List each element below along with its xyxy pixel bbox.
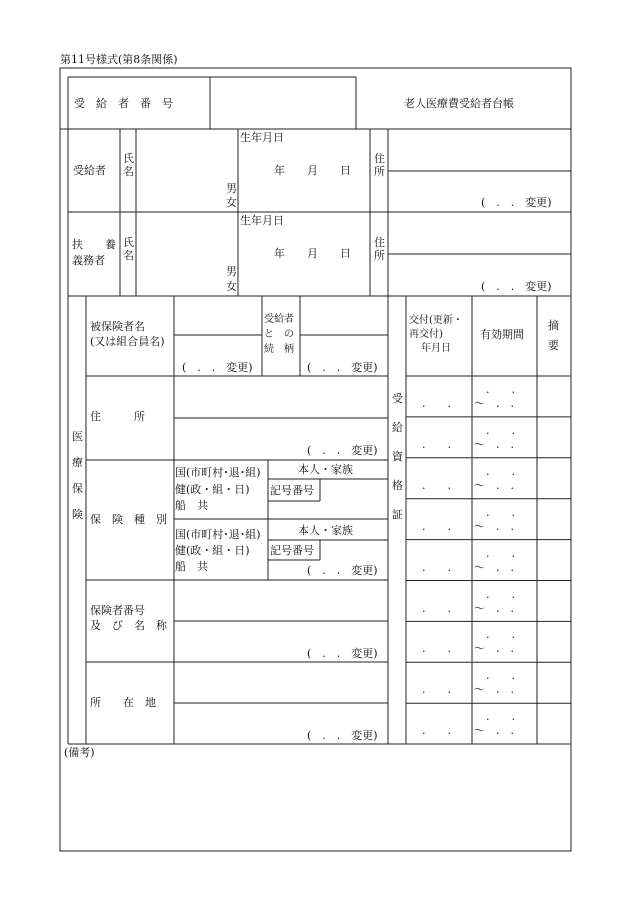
remarks-label: 摘要 (548, 319, 559, 352)
cert-issue-date-3: . . (422, 478, 451, 492)
cert-validity-end-2: ～ . . (474, 437, 514, 451)
cert-validity-end-1: ～ . . (474, 397, 514, 410)
cert-issue-date-5: . . (422, 560, 451, 574)
type-a-symbol-number: 記号番号 (270, 484, 314, 497)
cert-issue-date-2: . . (422, 437, 451, 451)
issue-label-3: 年月日 (421, 343, 451, 354)
insurance-type-label: 保 険 種 別 (90, 513, 167, 526)
recipient-number-label: 受 給 者 番 号 (74, 97, 173, 110)
location-change-note: ( . . 変更) (307, 729, 378, 742)
cert-validity-start-2: . . (486, 423, 515, 437)
validity-label: 有効期間 (480, 328, 524, 341)
cert-validity-start-5: . . (486, 546, 515, 560)
cert-validity-end-7: ～ . . (474, 642, 514, 656)
relation-label-3: 続 柄 (264, 344, 294, 355)
issue-label-2: 再交付) (409, 329, 443, 340)
insurer-change-note: ( . . 変更) (307, 647, 378, 660)
type-b-line-2: 健(政・組・日) (175, 544, 250, 557)
type-b-symbol-number: 記号番号 (270, 544, 314, 557)
relation-label-2: と の (264, 329, 294, 340)
insured-name-label: 被保険者名 (90, 320, 145, 333)
type-b-line-3: 船 共 (175, 560, 208, 573)
insurer-label-2: 及 び 名 称 (90, 619, 167, 632)
recipient-change-note: ( . . 変更) (481, 196, 552, 209)
issue-label-1: 交付(更新・ (409, 315, 463, 326)
cert-validity-start-4: . . (486, 505, 515, 519)
insurance-address-change-note: ( . . 変更) (307, 444, 378, 457)
cert-validity-start-9: . . (486, 710, 515, 724)
cert-validity-end-3: ～ . . (474, 478, 514, 492)
cert-validity-end-8: ～ . . (474, 683, 514, 697)
recipient-gender-male: 男 (226, 182, 237, 195)
cert-issue-date-6: . . (422, 601, 451, 615)
cert-validity-end-4: ～ . . (474, 519, 514, 533)
recipient-name-label: 氏名 (123, 152, 134, 178)
cert-validity-end-5: ～ . . (474, 560, 514, 574)
insurance-section-label: 医療保険 (72, 430, 83, 521)
type-a-line-1: 国(市町村･退･組) (175, 466, 261, 479)
insurer-label-1: 保険者番号 (90, 604, 145, 617)
cert-validity-end-6: ～ . . (474, 601, 514, 615)
recipient-section-label: 受給者 (73, 164, 106, 177)
relation-label-1: 受給者 (264, 314, 294, 325)
cert-validity-start-7: . . (486, 628, 515, 642)
supporter-change-note: ( . . 変更) (481, 280, 552, 293)
supporter-label-2: 義務者 (72, 254, 105, 267)
cert-validity-start-6: . . (486, 587, 515, 601)
type-a-line-2: 健(政・組・日) (175, 483, 250, 496)
cert-validity-start-8: . . (486, 669, 515, 683)
cert-issue-date-7: . . (422, 642, 451, 656)
certificate-section-label: 受給資格証 (392, 392, 403, 521)
type-a-line-3: 船 共 (175, 499, 208, 512)
recipient-gender-female: 女 (226, 196, 237, 209)
supporter-gender-male: 男 (226, 265, 237, 278)
cert-validity-start-3: . . (486, 464, 515, 478)
insured-name-sub-label: (又は組合員名) (90, 335, 165, 348)
recipient-address-label: 住所 (374, 152, 385, 178)
cert-validity-start-1: . . (486, 383, 515, 396)
notes-label: (備考) (64, 746, 95, 759)
recipient-birthdate-label: 生年月日 (240, 131, 284, 144)
form-number: 第11号様式(第8条関係) (60, 53, 178, 66)
supporter-birthdate-label: 生年月日 (240, 214, 284, 227)
cert-issue-date-1: . . (422, 397, 451, 410)
relation-change-note: ( . . 変更) (307, 361, 378, 374)
location-label: 所 在 地 (90, 696, 156, 709)
insurance-address-label: 住 所 (90, 410, 145, 423)
cert-issue-date-9: . . (422, 724, 451, 738)
supporter-gender-female: 女 (226, 280, 237, 293)
supporter-label-1: 扶 養 (72, 238, 116, 251)
type-b-line-1: 国(市町村･退･組) (175, 528, 261, 541)
cert-issue-date-8: . . (422, 683, 451, 697)
cert-validity-end-9: ～ . . (474, 724, 514, 738)
cert-issue-date-4: . . (422, 519, 451, 533)
supporter-birthdate-units: 年 月 日 (274, 247, 351, 260)
supporter-name-label: 氏名 (123, 236, 134, 262)
recipient-birthdate-units: 年 月 日 (274, 164, 351, 177)
type-a-person-family: 本人・家族 (298, 463, 353, 476)
type-change-note: ( . . 変更) (307, 564, 378, 577)
type-b-person-family: 本人・家族 (298, 524, 353, 537)
form-title: 老人医療費受給者台帳 (404, 97, 514, 110)
supporter-address-label: 住所 (374, 236, 385, 262)
insured-change-note: ( . . 変更) (182, 361, 253, 374)
